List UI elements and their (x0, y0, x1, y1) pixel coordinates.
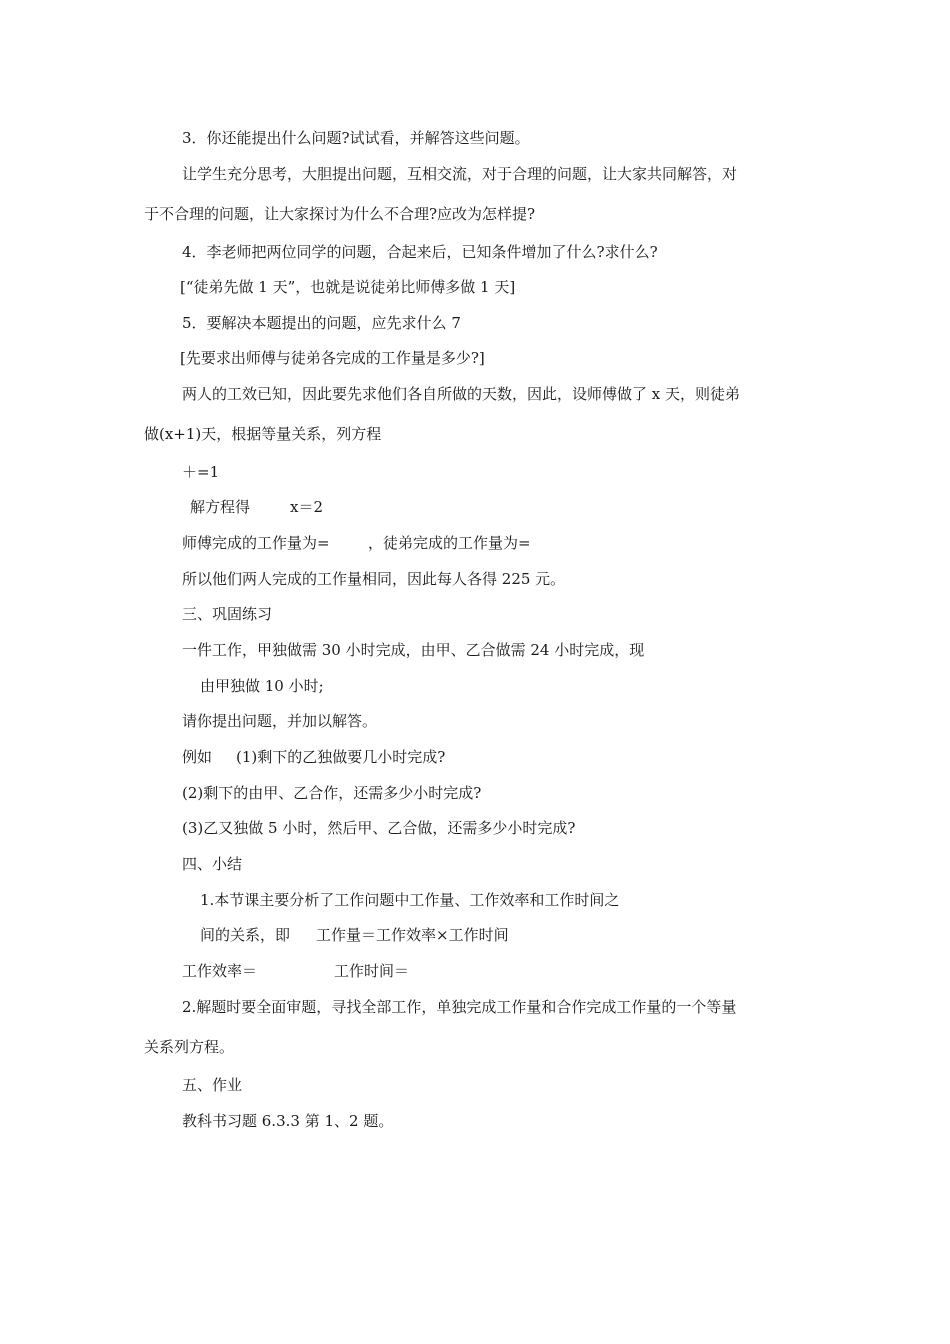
text-line: 例如 (182, 748, 213, 766)
text-line: 做(x+1)天，根据等量关系，列方程 (144, 425, 382, 443)
text-line: 4．李老师把两位同学的问题，合起来后，已知条件增加了什么?求什么? (182, 243, 658, 261)
formula-line: 工作效率＝ (182, 962, 258, 980)
text-line: 教科书习题 6.3.3 第 1、2 题。 (182, 1112, 394, 1130)
text-line: 关系列方程。 (144, 1038, 235, 1056)
text-line: 一件工作，甲独做需 30 小时完成，由甲、乙合做需 24 小时完成，现 (182, 641, 645, 659)
text-line: 让学生充分思考，大胆提出问题，互相交流，对于合理的问题，让大家共同解答，对 (182, 165, 738, 183)
text-line: (3)乙又独做 5 小时，然后甲、乙合做，还需多少小时完成? (182, 819, 576, 837)
section-heading: 三、巩固练习 (182, 605, 273, 623)
text-line: 由甲独做 10 小时; (200, 677, 324, 695)
text-line: 2.解题时要全面审题，寻找全部工作，单独完成工作量和合作完成工作量的一个等量 (182, 998, 737, 1016)
text-line: 3．你还能提出什么问题?试试看，并解答这些问题。 (182, 129, 530, 147)
text-line: [先要求出师傅与徒弟各完成的工作量是多少?] (180, 349, 485, 367)
text-line: 请你提出问题，并加以解答。 (182, 712, 378, 730)
section-heading: 四、小结 (182, 855, 243, 873)
formula-line: 工作量＝工作效率×工作时间 (316, 926, 509, 944)
section-heading: 五、作业 (182, 1076, 243, 1094)
text-line: 1.本节课主要分析了工作问题中工作量、工作效率和工作时间之 (200, 891, 620, 909)
text-line: 5．要解决本题提出的问题，应先求什么 7 (182, 314, 461, 332)
text-line: 解方程得 (190, 498, 251, 516)
text-line: 于不合理的问题，让大家探讨为什么不合理?应改为怎样提? (144, 205, 536, 223)
text-line: 两人的工效已知，因此要先求他们各自所做的天数，因此，设师傅做了 x 天，则徒弟 (182, 385, 740, 403)
text-line: 间的关系，即 (200, 926, 291, 944)
text-line: 所以他们两人完成的工作量相同，因此每人各得 225 元。 (182, 570, 566, 588)
text-line: ，徒弟完成的工作量为= (368, 534, 531, 552)
text-line: (2)剩下的由甲、乙合作，还需多少小时完成? (182, 784, 482, 802)
text-line: [“徒弟先做 1 天”，也就是说徒弟比师傅多做 1 天] (180, 278, 516, 296)
equation-line: ＋=1 (182, 463, 220, 481)
formula-line: 工作时间＝ (334, 962, 410, 980)
text-line: (1)剩下的乙独做要几小时完成? (236, 748, 446, 766)
text-line: 师傅完成的工作量为= (182, 534, 330, 552)
equation-line: x＝2 (290, 498, 324, 516)
